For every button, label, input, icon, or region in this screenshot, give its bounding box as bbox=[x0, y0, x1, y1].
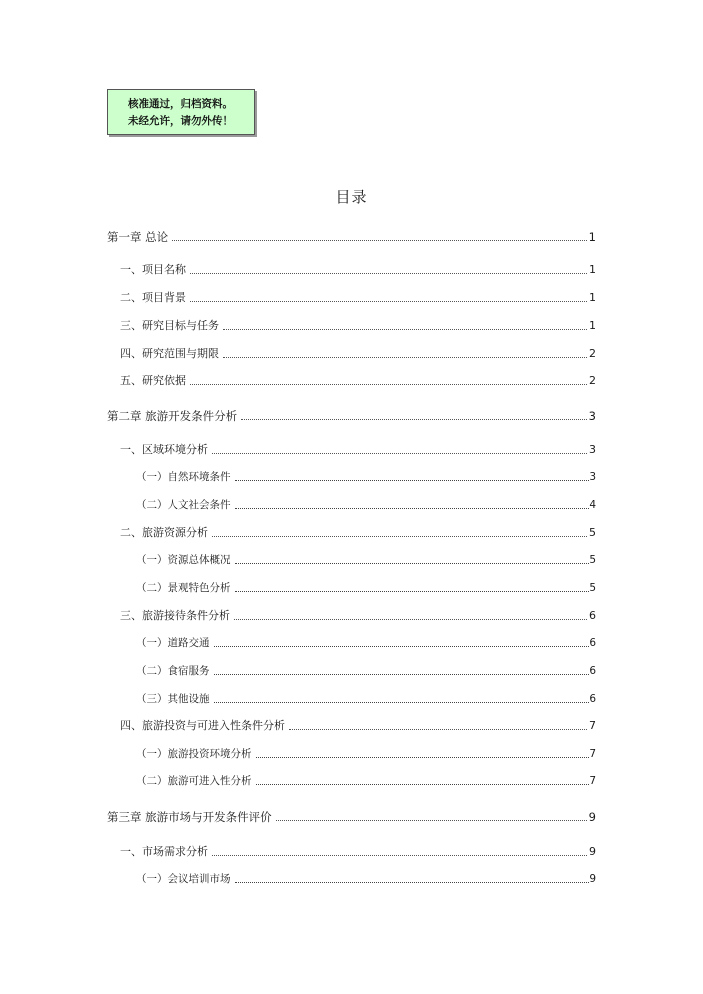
toc-entry[interactable] bbox=[107, 810, 596, 824]
toc-leader-dots bbox=[235, 581, 590, 592]
toc-entry[interactable] bbox=[120, 609, 596, 623]
toc-entry-page: 9 bbox=[588, 810, 596, 824]
toc-entry-page: 7 bbox=[589, 748, 596, 760]
toc-entry-page: 5 bbox=[589, 526, 596, 539]
toc-entry-label: （一）道路交通 bbox=[136, 637, 210, 649]
toc-leader-dots bbox=[235, 470, 590, 481]
toc-entry[interactable] bbox=[136, 692, 596, 706]
toc-entry[interactable] bbox=[136, 470, 596, 484]
toc-entry[interactable] bbox=[136, 581, 596, 595]
toc-leader-dots bbox=[289, 719, 587, 730]
toc-leader-dots bbox=[234, 609, 587, 620]
toc-leader-dots bbox=[223, 319, 587, 330]
toc-leader-dots bbox=[212, 443, 587, 454]
toc-leader-dots bbox=[241, 409, 587, 420]
toc-leader-dots bbox=[276, 810, 587, 821]
toc-entry-label: 二、项目背景 bbox=[120, 291, 186, 304]
toc-entry-page: 6 bbox=[589, 609, 596, 622]
toc-entry-page: 3 bbox=[589, 471, 596, 483]
toc-leader-dots bbox=[235, 872, 590, 883]
stamp-line-1: 核准通过，归档资料。 bbox=[128, 98, 233, 110]
toc-entry-page: 1 bbox=[589, 319, 596, 332]
toc-entry-page: 1 bbox=[589, 291, 596, 304]
toc-entry-label: 三、研究目标与任务 bbox=[120, 319, 219, 332]
toc-entry-page: 6 bbox=[589, 665, 596, 677]
toc-entry-page: 7 bbox=[589, 719, 596, 732]
toc-leader-dots bbox=[256, 747, 590, 758]
toc-leader-dots bbox=[235, 498, 590, 509]
toc-entry[interactable] bbox=[120, 291, 596, 305]
toc-entry-label: 五、研究依据 bbox=[120, 374, 186, 387]
toc-entry[interactable] bbox=[120, 443, 596, 457]
toc-entry[interactable] bbox=[136, 553, 596, 567]
toc-entry-page: 6 bbox=[589, 637, 596, 649]
toc-entry[interactable] bbox=[136, 664, 596, 678]
toc-entry-page: 2 bbox=[589, 347, 596, 360]
toc-entry-page: 6 bbox=[589, 693, 596, 705]
toc-leader-dots bbox=[214, 692, 590, 703]
toc-entry-page: 1 bbox=[588, 230, 596, 244]
toc-leader-dots bbox=[223, 347, 587, 358]
toc-entry-page: 2 bbox=[589, 374, 596, 387]
toc-entry-page: 1 bbox=[589, 263, 596, 276]
toc-entry[interactable] bbox=[136, 747, 596, 761]
toc-leader-dots bbox=[190, 291, 587, 302]
stamp-line-2: 未经允许，请勿外传！ bbox=[128, 115, 233, 127]
toc-entry[interactable] bbox=[107, 409, 596, 423]
toc-entry-label: 第二章 旅游开发条件分析 bbox=[107, 409, 238, 423]
toc-leader-dots bbox=[190, 263, 587, 274]
toc-entry-page: 9 bbox=[589, 873, 596, 885]
toc-entry[interactable] bbox=[120, 845, 596, 859]
toc-entry-label: 四、旅游投资与可进入性条件分析 bbox=[120, 719, 285, 732]
toc-entry-page: 9 bbox=[589, 845, 596, 858]
toc-entry-label: （二）景观特色分析 bbox=[136, 582, 231, 594]
toc-entry[interactable] bbox=[120, 319, 596, 333]
toc-title: 目录 bbox=[335, 188, 368, 206]
toc-entry-page: 3 bbox=[588, 409, 596, 423]
toc-entry-page: 4 bbox=[589, 499, 596, 511]
toc-entry[interactable] bbox=[107, 230, 596, 244]
toc-entry-label: （二）食宿服务 bbox=[136, 665, 210, 677]
toc-entry[interactable] bbox=[120, 719, 596, 733]
toc-entry-label: 四、研究范围与期限 bbox=[120, 347, 219, 360]
toc-leader-dots bbox=[172, 230, 587, 241]
toc-leader-dots bbox=[256, 774, 590, 785]
approval-stamp bbox=[107, 89, 255, 135]
toc-entry[interactable] bbox=[120, 263, 596, 277]
toc-entry-label: 三、旅游接待条件分析 bbox=[120, 609, 230, 622]
toc-entry[interactable] bbox=[136, 636, 596, 650]
toc-entry-label: 第一章 总论 bbox=[107, 230, 169, 244]
toc-leader-dots bbox=[214, 636, 590, 647]
toc-entry-label: （二）旅游可进入性分析 bbox=[136, 775, 252, 787]
toc-leader-dots bbox=[190, 374, 587, 385]
toc-entry[interactable] bbox=[136, 774, 596, 788]
toc-entry-label: 二、旅游资源分析 bbox=[120, 526, 208, 539]
toc-leader-dots bbox=[214, 664, 590, 675]
toc-entry-page: 5 bbox=[589, 582, 596, 594]
toc-entry-label: （一）自然环境条件 bbox=[136, 471, 231, 483]
toc-entry[interactable] bbox=[136, 498, 596, 512]
toc-entry-label: （三）其他设施 bbox=[136, 693, 210, 705]
toc-entry-label: 一、区域环境分析 bbox=[120, 443, 208, 456]
toc-entry-page: 5 bbox=[589, 554, 596, 566]
toc-entry[interactable] bbox=[120, 347, 596, 361]
toc-entry[interactable] bbox=[120, 374, 596, 388]
toc-entry-label: （一）会议培训市场 bbox=[136, 873, 231, 885]
toc-leader-dots bbox=[212, 526, 587, 537]
toc-entry-page: 7 bbox=[589, 775, 596, 787]
toc-entry[interactable] bbox=[120, 526, 596, 540]
toc-leader-dots bbox=[235, 553, 590, 564]
toc-entry-label: 第三章 旅游市场与开发条件评价 bbox=[107, 810, 272, 824]
toc-entry-label: 一、市场需求分析 bbox=[120, 845, 208, 858]
toc-entry-label: （二）人文社会条件 bbox=[136, 499, 231, 511]
toc-leader-dots bbox=[212, 845, 587, 856]
toc-entry-label: （一）旅游投资环境分析 bbox=[136, 748, 252, 760]
toc-entry-page: 3 bbox=[589, 443, 596, 456]
toc-entry[interactable] bbox=[136, 872, 596, 886]
toc-entry-label: 一、项目名称 bbox=[120, 263, 186, 276]
toc-entry-label: （一）资源总体概况 bbox=[136, 554, 231, 566]
